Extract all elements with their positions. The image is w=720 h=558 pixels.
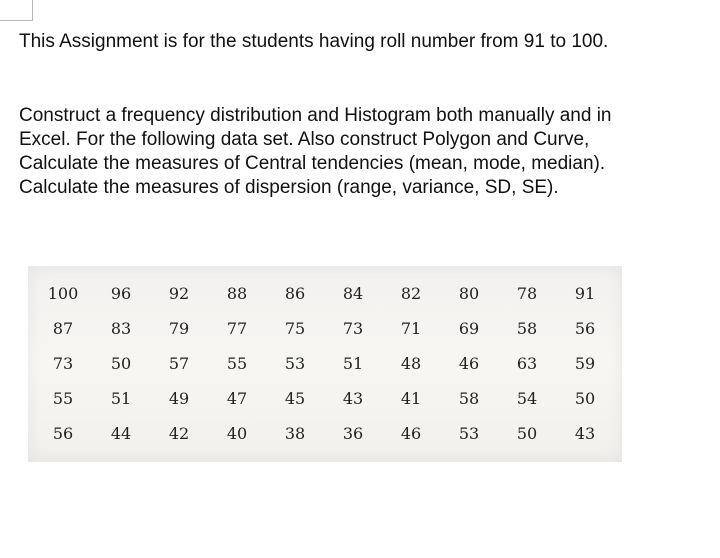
data-cell: 77: [226, 319, 248, 338]
data-cell: 36: [342, 424, 364, 443]
data-cell: 51: [110, 389, 132, 408]
data-cell: 50: [516, 424, 538, 443]
data-set-image: [28, 266, 622, 462]
data-cell: 92: [168, 284, 190, 303]
data-cell: 88: [226, 284, 248, 303]
data-cell: 73: [52, 354, 74, 373]
data-cell: 63: [516, 354, 538, 373]
data-cell: 49: [168, 389, 190, 408]
data-cell: 46: [458, 354, 480, 373]
data-set-table: [34, 276, 614, 451]
data-cell: 69: [458, 319, 480, 338]
data-cell: 59: [574, 354, 596, 373]
instruction-line: Calculate the measures of Central tendencies (mean, mode, median).: [19, 153, 606, 174]
page-corner-marker: [0, 0, 33, 21]
data-cell: 38: [284, 424, 306, 443]
data-cell: 50: [574, 389, 596, 408]
data-cell: 40: [226, 424, 248, 443]
data-cell: 75: [284, 319, 306, 338]
instruction-line: Excel. For the following data set. Also construct Polygon and Curve,: [19, 129, 590, 150]
data-cell: 71: [400, 319, 422, 338]
table-row: [34, 346, 614, 381]
data-cell: 79: [168, 319, 190, 338]
data-cell: 46: [400, 424, 422, 443]
instruction-line: Construct a frequency distribution and Histogram both manually and in: [19, 105, 612, 126]
data-cell: 83: [110, 319, 132, 338]
table-row: [34, 416, 614, 451]
data-cell: 87: [52, 319, 74, 338]
data-cell: 91: [574, 284, 596, 303]
data-cell: 54: [516, 389, 538, 408]
data-cell: 56: [574, 319, 596, 338]
data-cell: 50: [110, 354, 132, 373]
data-cell: 41: [400, 389, 422, 408]
data-cell: 57: [168, 354, 190, 373]
data-cell: 53: [284, 354, 306, 373]
table-row: [34, 311, 614, 346]
assignment-intro: This Assignment is for the students having roll number from 91 to 100.: [19, 31, 609, 52]
data-cell: 45: [284, 389, 306, 408]
data-cell: 58: [516, 319, 538, 338]
data-cell: 48: [400, 354, 422, 373]
data-cell: 82: [400, 284, 422, 303]
data-cell: 53: [458, 424, 480, 443]
data-cell: 86: [284, 284, 306, 303]
instruction-line: Calculate the measures of dispersion (range, variance, SD, SE).: [19, 177, 559, 198]
data-cell: 96: [110, 284, 132, 303]
data-cell: 43: [342, 389, 364, 408]
data-cell: 55: [52, 389, 74, 408]
data-cell: 51: [342, 354, 364, 373]
data-cell: 73: [342, 319, 364, 338]
data-cell: 47: [226, 389, 248, 408]
data-cell: 55: [226, 354, 248, 373]
data-cell: 43: [574, 424, 596, 443]
data-cell: 80: [458, 284, 480, 303]
data-cell: 78: [516, 284, 538, 303]
data-cell: 84: [342, 284, 364, 303]
data-cell: 56: [52, 424, 74, 443]
data-cell: 100: [47, 284, 79, 303]
assignment-instructions: [19, 104, 709, 200]
data-cell: 58: [458, 389, 480, 408]
table-row: [34, 381, 614, 416]
data-cell: 44: [110, 424, 132, 443]
data-cell: 42: [168, 424, 190, 443]
table-row: [34, 276, 614, 311]
